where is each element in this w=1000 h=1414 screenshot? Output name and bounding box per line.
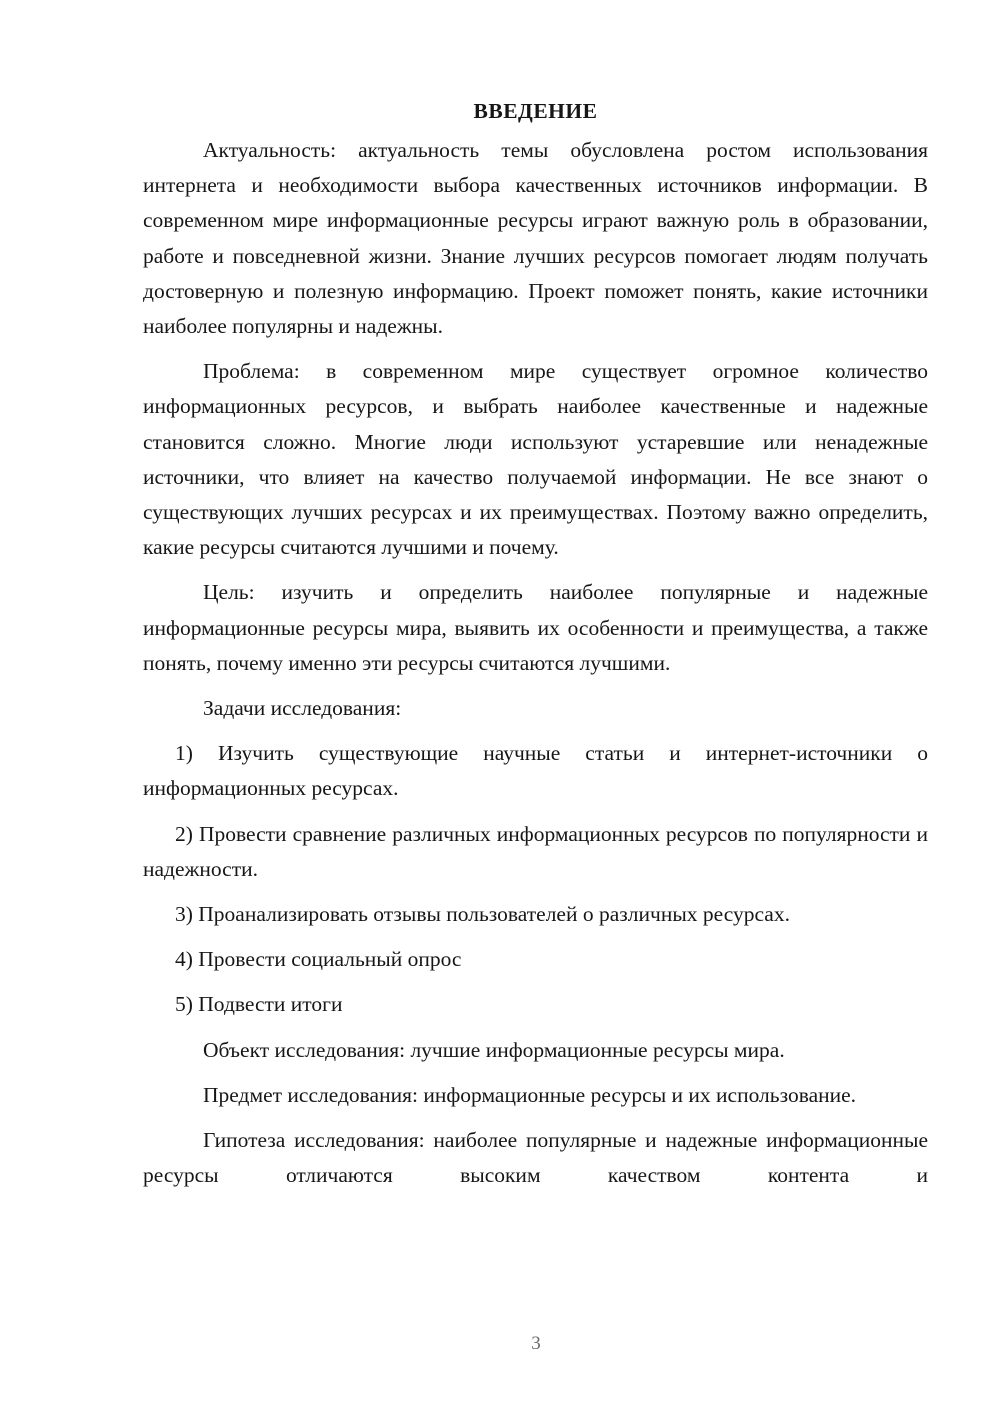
tasks-heading: Задачи исследования: <box>203 696 402 721</box>
document-page <box>143 96 928 1193</box>
goal-paragraph: Цель: изучить и определить наиболее популярные и надежные информационные ресурсы мира, выявить их особенности и преимущества, а также понять, почему именно эти ресурсы считаются лучшими. <box>143 580 928 675</box>
section-title: ВВЕДЕНИЕ <box>473 99 598 123</box>
hypothesis-paragraph: Гипотеза исследования: наиболее популярные и надежные информационные ресурсы отличаются высоким качеством контента и <box>143 1128 928 1188</box>
task-item: 4) Провести социальный опрос <box>175 947 462 972</box>
task-item: 3) Проанализировать отзывы пользователей о различных ресурсах. <box>175 902 790 927</box>
task-item: 1) Изучить существующие научные статьи и интернет-источники о информационных ресурсах. <box>143 741 928 801</box>
task-item: 2) Провести сравнение различных информационных ресурсов по популярности и надежности. <box>143 821 928 881</box>
task-item: 5) Подвести итоги <box>175 992 343 1017</box>
problem-paragraph: Проблема: в современном мире существует огромное количество информационных ресурсов, и выбрать наиболее качественные и надежные становится сложно. Многие люди используют устаревшие или ненадежные источники, что влияет на качество получаемой информации. Не все знают о существующих лучших ресурсах и их преимуществах. Поэтому важно определить, какие ресурсы считаются лучшими и почему. <box>143 359 928 560</box>
relevance-paragraph: Актуальность: актуальность темы обусловлена ростом использования интернета и необходимости выбора качественных источников информации. В современном мире информационные ресурсы играют важную роль в образовании, работе и повседневной жизни. Знание лучших ресурсов помогает людям получать достоверную и полезную информацию. Проект поможет понять, какие источники наиболее популярны и надежны. <box>143 138 928 339</box>
page-number: 3 <box>531 1333 541 1354</box>
subject-paragraph: Предмет исследования: информационные ресурсы и их использование. <box>203 1082 857 1107</box>
object-paragraph: Объект исследования: лучшие информационные ресурсы мира. <box>203 1037 785 1062</box>
